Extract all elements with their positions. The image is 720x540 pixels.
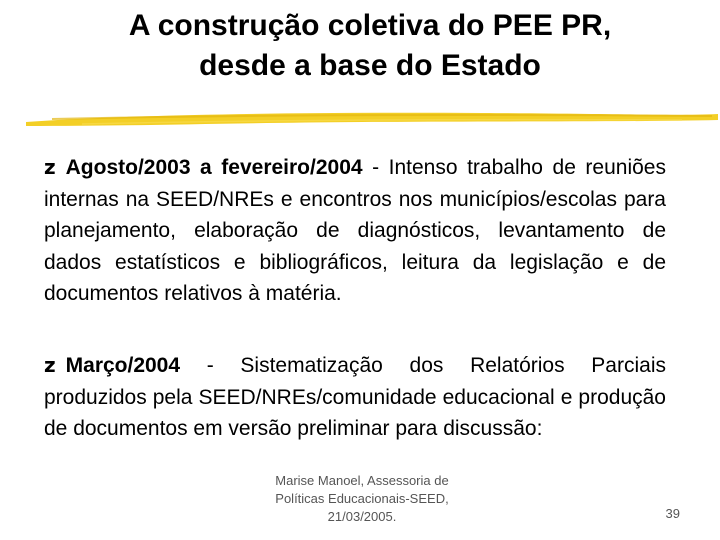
footer-line-2: Políticas Educacionais-SEED,	[275, 491, 449, 506]
bullet-item-1-text: - Intenso trabalho de reuniões internas na SEED/NREs e encontros nos municípios/escolas para planejamento, elaboração de diagnósticos, levantamento de dados estatísticos e bibliográficos, leitura da legislação e de documentos relativos à matéria.	[44, 156, 666, 305]
page-number: 39	[665, 506, 680, 521]
bullet-item-1-date: Agosto/2003 a fevereiro/2004	[65, 156, 363, 179]
footer-line-1: Marise Manoel, Assessoria de	[275, 473, 449, 488]
bullet-item-2	[44, 350, 666, 445]
bullet-icon: z	[44, 155, 56, 179]
slide-title	[30, 6, 710, 86]
slide-footer	[252, 472, 472, 526]
slide-title-line-2: desde a base do Estado	[199, 49, 541, 82]
bullet-icon: z	[44, 353, 56, 377]
bullet-item-2-date: Março/2004	[65, 354, 181, 377]
bullet-item-2-text: - Sistematização dos Relatórios Parciais produzidos pela SEED/NREs/comunidade educacional e produção de documentos em versão preliminar para discussão:	[44, 354, 666, 440]
slide-title-line-1: A construção coletiva do PEE PR,	[128, 9, 612, 42]
title-underline-brushstroke	[22, 104, 720, 132]
footer-line-3: 21/03/2005.	[327, 509, 397, 524]
bullet-item-1	[44, 152, 666, 310]
